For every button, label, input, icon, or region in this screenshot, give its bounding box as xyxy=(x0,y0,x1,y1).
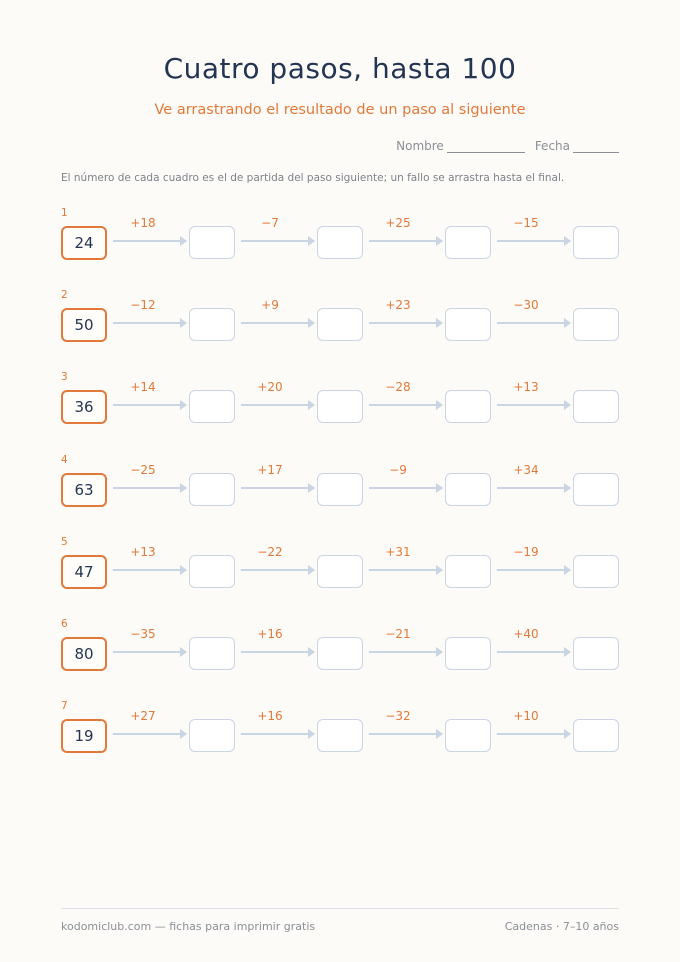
answer-box[interactable] xyxy=(317,308,363,341)
arrow-icon xyxy=(113,651,186,653)
arrow-icon xyxy=(241,651,314,653)
step-operation: +16 xyxy=(257,709,283,724)
answer-box[interactable] xyxy=(189,473,235,506)
step-operation: −22 xyxy=(257,544,283,559)
step-operation: −21 xyxy=(385,627,411,641)
page-title: Cuatro pasos, hasta 100 xyxy=(163,52,517,85)
arrow-icon xyxy=(369,322,442,324)
arrow-icon xyxy=(497,569,570,571)
arrow-icon xyxy=(241,240,314,242)
arrow-icon xyxy=(241,404,314,406)
step-operation: +18 xyxy=(130,216,156,230)
arrow-icon xyxy=(113,404,186,406)
step-operation: −30 xyxy=(513,298,539,313)
answer-box[interactable] xyxy=(445,308,491,341)
arrow-icon xyxy=(113,569,186,571)
step-operation: +16 xyxy=(257,627,283,641)
answer-box[interactable] xyxy=(445,390,491,423)
answer-box[interactable] xyxy=(189,719,235,752)
arrow-icon xyxy=(241,733,314,735)
start-number-box: 19 xyxy=(61,719,107,753)
step-operation: +14 xyxy=(130,380,156,395)
answer-box[interactable] xyxy=(573,226,619,259)
answer-box[interactable] xyxy=(573,637,619,670)
step-operation: −35 xyxy=(130,627,156,641)
step-operation: −28 xyxy=(385,380,411,395)
answer-box[interactable] xyxy=(573,473,619,506)
chain-number: 3 xyxy=(61,371,68,384)
chain-number: 7 xyxy=(61,700,68,713)
step-operation: +34 xyxy=(513,462,539,477)
answer-box[interactable] xyxy=(573,390,619,423)
arrow-icon xyxy=(369,569,442,571)
step-operation: −9 xyxy=(389,462,407,477)
answer-box[interactable] xyxy=(573,719,619,752)
answer-box[interactable] xyxy=(573,555,619,588)
name-label: Nombre xyxy=(396,139,444,153)
answer-box[interactable] xyxy=(317,390,363,423)
answer-box[interactable] xyxy=(317,719,363,752)
arrow-icon xyxy=(497,651,570,653)
step-operation: +23 xyxy=(385,298,411,313)
step-operation: +13 xyxy=(130,544,156,559)
step-operation: +31 xyxy=(385,544,411,559)
chain-row xyxy=(0,371,680,441)
start-number-box: 80 xyxy=(61,637,107,671)
arrow-icon xyxy=(369,240,442,242)
arrow-icon xyxy=(497,733,570,735)
step-operation: +13 xyxy=(513,380,539,395)
arrow-icon xyxy=(497,322,570,324)
arrow-icon xyxy=(369,404,442,406)
step-operation: +9 xyxy=(261,298,279,313)
start-number-box: 50 xyxy=(61,308,107,342)
arrow-icon xyxy=(113,733,186,735)
answer-box[interactable] xyxy=(189,555,235,588)
start-number-box: 63 xyxy=(61,473,107,507)
date-field[interactable] xyxy=(573,140,619,153)
chain-number: 6 xyxy=(61,618,68,630)
arrow-icon xyxy=(113,487,186,489)
start-number-box: 47 xyxy=(61,555,107,589)
answer-box[interactable] xyxy=(573,308,619,341)
step-operation: +27 xyxy=(130,709,156,724)
step-operation: +20 xyxy=(257,380,283,395)
date-label: Fecha xyxy=(534,139,570,153)
chain-number: 1 xyxy=(61,207,68,219)
answer-box[interactable] xyxy=(317,555,363,588)
answer-box[interactable] xyxy=(189,637,235,670)
name-date-fields xyxy=(396,139,619,153)
step-operation: −15 xyxy=(513,216,539,230)
answer-box[interactable] xyxy=(317,473,363,506)
step-operation: −19 xyxy=(513,544,539,559)
step-operation: −7 xyxy=(261,216,279,230)
chain-row xyxy=(0,700,680,770)
step-operation: +25 xyxy=(385,216,411,230)
footer-site: kodomiclub.com — fichas para imprimir gratis xyxy=(61,920,316,933)
chain-row xyxy=(0,454,680,524)
arrow-icon xyxy=(497,240,570,242)
page-subtitle: Ve arrastrando el resultado de un paso al siguiente xyxy=(154,102,526,118)
answer-box[interactable] xyxy=(317,226,363,259)
answer-box[interactable] xyxy=(445,637,491,670)
start-number-box: 36 xyxy=(61,390,107,424)
step-operation: −32 xyxy=(385,709,411,724)
arrow-icon xyxy=(369,487,442,489)
answer-box[interactable] xyxy=(317,637,363,670)
chain-row xyxy=(0,536,680,606)
answer-box[interactable] xyxy=(445,719,491,752)
step-operation: +40 xyxy=(513,627,539,641)
footer-category: Cadenas · 7–10 años xyxy=(504,920,619,933)
arrow-icon xyxy=(497,404,570,406)
answer-box[interactable] xyxy=(189,308,235,341)
chain-row xyxy=(0,207,680,277)
chain-number: 5 xyxy=(61,535,68,548)
answer-box[interactable] xyxy=(189,390,235,423)
name-field[interactable] xyxy=(447,140,525,153)
step-operation: −12 xyxy=(130,298,156,313)
chain-number: 4 xyxy=(61,453,68,466)
arrow-icon xyxy=(241,322,314,324)
instruction-text: El número de cada cuadro es el de partida del paso siguiente; un fallo se arrastra hasta el final. xyxy=(61,172,565,184)
step-operation: +10 xyxy=(513,709,539,724)
start-number-box: 24 xyxy=(61,226,107,260)
chain-row xyxy=(0,618,680,688)
arrow-icon xyxy=(113,240,186,242)
arrow-icon xyxy=(369,651,442,653)
answer-box[interactable] xyxy=(189,226,235,259)
answer-box[interactable] xyxy=(445,473,491,506)
answer-box[interactable] xyxy=(445,555,491,588)
chain-row xyxy=(0,289,680,359)
step-operation: −25 xyxy=(130,462,156,477)
footer-divider xyxy=(61,908,619,909)
arrow-icon xyxy=(497,487,570,489)
arrow-icon xyxy=(241,487,314,489)
chain-number: 2 xyxy=(61,289,68,302)
answer-box[interactable] xyxy=(445,226,491,259)
step-operation: +17 xyxy=(257,462,283,477)
arrow-icon xyxy=(241,569,314,571)
arrow-icon xyxy=(113,322,186,324)
arrow-icon xyxy=(369,733,442,735)
